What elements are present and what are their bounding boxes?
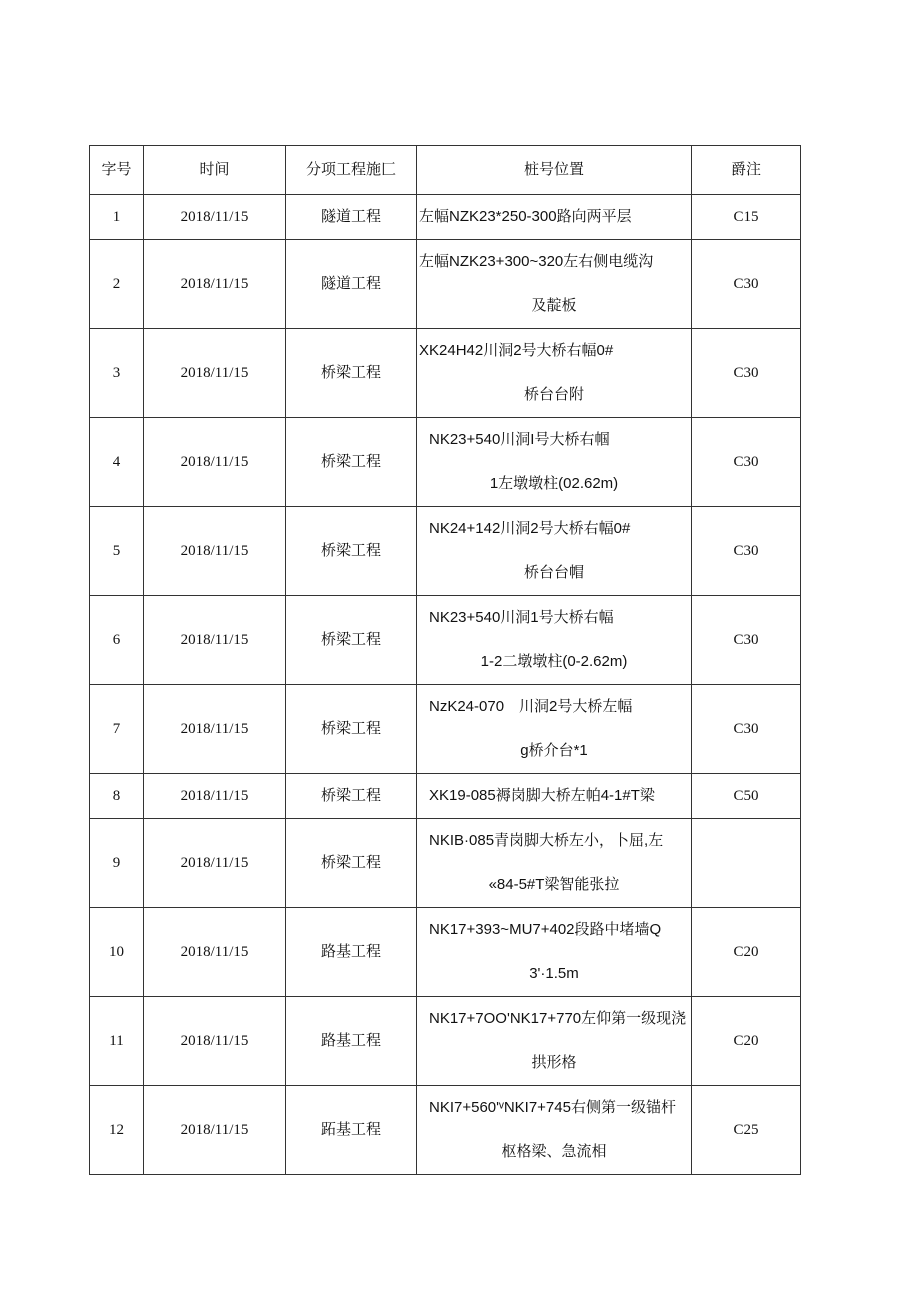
cell-work: 桥梁工程 [286,329,417,418]
cell-location [417,195,692,240]
cell-grade: C30 [692,596,801,685]
location-line-1: NzK24-070 川洞2号大桥左幅 [429,698,633,715]
location-line-1: 左幅NZK23+300~320左右侧电缆沟 [419,253,654,270]
cell-work: 跖基工程 [286,1086,417,1175]
location-line-2: «84-5#T梁智能张拉 [488,876,620,893]
table-row [90,908,801,997]
table-row [90,1086,801,1175]
cell-grade: C30 [692,329,801,418]
cell-date: 2018/11/15 [144,819,286,908]
cell-location [417,240,692,329]
cell-seq: 3 [90,329,144,418]
table-row [90,418,801,507]
cell-location [417,819,692,908]
cell-work: 桥梁工程 [286,418,417,507]
cell-work: 路基工程 [286,908,417,997]
cell-seq: 11 [90,997,144,1086]
cell-work: 桥梁工程 [286,774,417,819]
cell-seq: 7 [90,685,144,774]
cell-work: 桥梁工程 [286,819,417,908]
location-line-2: 1左墩墩柱(02.62m) [489,475,619,492]
cell-work: 隧道工程 [286,195,417,240]
table-row [90,240,801,329]
cell-location [417,774,692,819]
cell-seq: 5 [90,507,144,596]
location-line-1: NK17+393~MU7+402段路中堵墙Q [429,921,662,938]
location-line-1: XK19-085褥岗脚大桥左帕4-1#T梁 [429,787,655,804]
cell-seq: 12 [90,1086,144,1175]
cell-grade: C30 [692,507,801,596]
table-row [90,819,801,908]
cell-seq: 2 [90,240,144,329]
cell-grade: C30 [692,685,801,774]
cell-date: 2018/11/15 [144,418,286,507]
location-line-1: NK23+540川洞I号大桥右帼 [429,431,610,448]
location-line-2: 桥台台帽 [523,564,584,581]
cell-date: 2018/11/15 [144,774,286,819]
cell-date: 2018/11/15 [144,507,286,596]
location-line-1: NK23+540川洞1号大桥右幅 [429,609,614,626]
header-seq: 字号 [90,146,144,195]
cell-date: 2018/11/15 [144,195,286,240]
header-work: 分项工程施匚 [286,146,417,195]
table-row [90,596,801,685]
cell-grade: C15 [692,195,801,240]
cell-location [417,685,692,774]
location-line-1: NKIB·085青岗脚大桥左小，卜屈,左 [429,832,664,849]
cell-date: 2018/11/15 [144,997,286,1086]
location-line-2: 桥台台附 [523,386,584,403]
cell-grade: C25 [692,1086,801,1175]
table-row [90,774,801,819]
cell-grade: C20 [692,997,801,1086]
location-line-2: 及靛板 [531,297,577,314]
location-line-2: 1-2二墩墩柱(0-2.62m) [480,653,628,670]
cell-grade: C30 [692,418,801,507]
cell-location [417,997,692,1086]
cell-location [417,418,692,507]
cell-location [417,596,692,685]
table-row [90,997,801,1086]
location-line-2: 3'·1.5m [529,965,579,982]
header-location: 桩号位置 [417,146,692,195]
header-time: 时间 [144,146,286,195]
cell-location [417,507,692,596]
cell-grade [692,819,801,908]
cell-location [417,908,692,997]
location-line-1: 左幅NZK23*250-300路向两平层 [419,208,632,225]
cell-work: 路基工程 [286,997,417,1086]
cell-date: 2018/11/15 [144,329,286,418]
cell-seq: 4 [90,418,144,507]
table-row [90,329,801,418]
cell-location [417,1086,692,1175]
cell-seq: 10 [90,908,144,997]
cell-grade: C30 [692,240,801,329]
cell-date: 2018/11/15 [144,685,286,774]
cell-seq: 1 [90,195,144,240]
cell-work: 桥梁工程 [286,507,417,596]
location-line-1: NK17+7OO'NK17+770左仰第一级现浇 [429,1010,687,1027]
cell-work: 隧道工程 [286,240,417,329]
location-line-1: XK24H42川洞2号大桥右幅0# [419,342,614,359]
table-row [90,685,801,774]
cell-date: 2018/11/15 [144,596,286,685]
cell-date: 2018/11/15 [144,240,286,329]
cell-grade: C20 [692,908,801,997]
cell-work: 桥梁工程 [286,685,417,774]
header-row [90,146,801,195]
table-row [90,507,801,596]
cell-seq: 9 [90,819,144,908]
location-line-2: 枢格梁、急流相 [501,1143,607,1160]
cell-seq: 8 [90,774,144,819]
location-line-2: g桥介台*1 [520,742,588,759]
cell-work: 桥梁工程 [286,596,417,685]
cell-date: 2018/11/15 [144,1086,286,1175]
location-line-2: 拱形格 [531,1054,577,1071]
concrete-pour-log-table [89,145,801,1175]
cell-location [417,329,692,418]
cell-grade: C50 [692,774,801,819]
location-line-1: NK24+142川洞2号大桥右幅0# [429,520,631,537]
cell-seq: 6 [90,596,144,685]
location-line-1: NKI7+560'ᵛNKI7+745右侧第一级锚杆 [429,1099,676,1116]
cell-date: 2018/11/15 [144,908,286,997]
table-row [90,195,801,240]
header-note: 爵注 [692,146,801,195]
